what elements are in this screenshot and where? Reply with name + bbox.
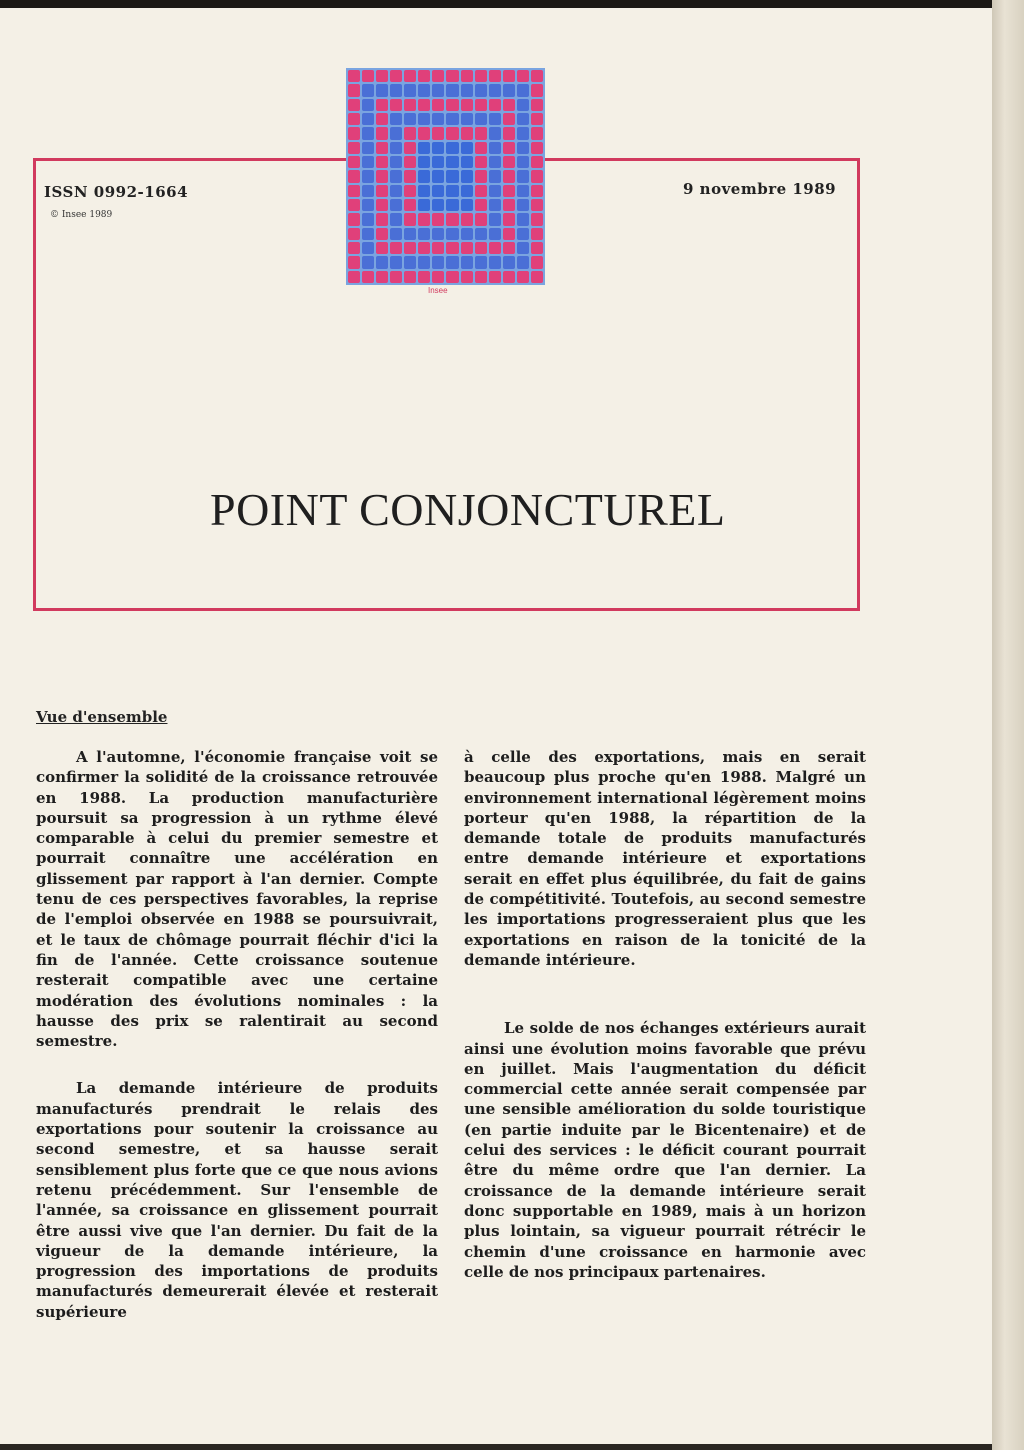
logo-tile [348, 156, 360, 168]
logo-tile [348, 213, 360, 225]
logo-tile [376, 170, 388, 182]
logo-tile [418, 271, 430, 283]
logo-tile [362, 228, 374, 240]
logo-tile [432, 199, 444, 211]
logo-tile [475, 228, 487, 240]
section-heading: Vue d'ensemble [36, 708, 168, 726]
logo-tile [390, 213, 402, 225]
logo-tile [517, 84, 529, 96]
logo-tile [404, 228, 416, 240]
logo-tile [503, 228, 515, 240]
logo-tile [376, 256, 388, 268]
logo-tile [376, 271, 388, 283]
logo-tile [390, 271, 402, 283]
logo-tile [404, 256, 416, 268]
logo-tile [376, 213, 388, 225]
logo-tile [404, 213, 416, 225]
logo-tile [348, 70, 360, 82]
logo-tile [432, 99, 444, 111]
logo-tile [446, 84, 458, 96]
logo-tile [404, 170, 416, 182]
logo-tile [475, 99, 487, 111]
logo-tile [432, 127, 444, 139]
logo-tile [404, 271, 416, 283]
logo-tile [517, 271, 529, 283]
logo-tile [404, 70, 416, 82]
logo-tile [376, 228, 388, 240]
logo-tile [390, 70, 402, 82]
logo-tile [404, 84, 416, 96]
logo-tile [432, 70, 444, 82]
logo-tile [432, 271, 444, 283]
logo-tile [503, 242, 515, 254]
logo-tile [517, 156, 529, 168]
logo-tile [489, 70, 501, 82]
insee-logo [346, 68, 545, 285]
logo-tile [475, 170, 487, 182]
document-page [0, 8, 992, 1444]
logo-tile [531, 127, 543, 139]
logo-tile [432, 256, 444, 268]
logo-tile [503, 113, 515, 125]
logo-tile [475, 242, 487, 254]
logo-tile [531, 99, 543, 111]
logo-tile [446, 99, 458, 111]
logo-tile [503, 170, 515, 182]
logo-tile [461, 70, 473, 82]
paragraph: à celle des exportations, mais en serait beaucoup plus proche qu'en 1988. Malgré un environnement international légèrement moins porteur qu'en 1988, la répartition de la demande totale de produits manufacturés entre demande intérieure et exportations serait en effet plus équilibrée, du fait de gains de compétitivité. Toutefois, au second semestre les importations progresseraient plus que les exportations en raison de la tonicité de la demande intérieure. [464, 748, 866, 969]
logo-tile [446, 271, 458, 283]
logo-tile [404, 199, 416, 211]
logo-tile [418, 99, 430, 111]
logo-tile [503, 127, 515, 139]
logo-tile [517, 142, 529, 154]
logo-tile [461, 113, 473, 125]
logo-tile [461, 213, 473, 225]
logo-tile [390, 142, 402, 154]
left-column [36, 747, 438, 1322]
logo-tile [362, 127, 374, 139]
logo-caption: Insee [428, 286, 448, 295]
logo-tile [446, 142, 458, 154]
logo-tile [489, 170, 501, 182]
logo-tile [362, 84, 374, 96]
logo-tile [404, 113, 416, 125]
paragraph: Le solde de nos échanges extérieurs aurait ainsi une évolution moins favorable que prévu en juillet. Mais l'augmentation du déficit commercial cette année serait compensée par une sensible amélioration du solde touristique (en partie induite par le Bicentenaire) et de celui des services : le déficit courant pourrait être du même ordre que l'an dernier. La croissance de la demande intérieure serait donc supportable en 1989, mais à un horizon plus lointain, sa vigueur pourrait rétrécir le chemin d'une croissance en harmonie avec celle de nos principaux partenaires. [464, 1019, 866, 1281]
logo-tile [531, 156, 543, 168]
logo-tile [446, 256, 458, 268]
logo-tile [531, 271, 543, 283]
logo-tile [517, 70, 529, 82]
logo-tile [475, 156, 487, 168]
logo-tile [489, 228, 501, 240]
logo-tile [489, 271, 501, 283]
right-column [464, 747, 866, 1282]
logo-tile [475, 199, 487, 211]
logo-tile [362, 271, 374, 283]
logo-tile [404, 142, 416, 154]
logo-tile [390, 199, 402, 211]
logo-tile [376, 84, 388, 96]
logo-tile [531, 228, 543, 240]
logo-tile [475, 113, 487, 125]
paragraph: A l'automne, l'économie française voit se confirmer la solidité de la croissance retrouvée en 1988. La production manufacturière poursuit sa progression à un rythme élevé comparable à celui du premier semestre et pourrait connaître une accélération en glissement par rapport à l'an dernier. Compte tenu de ces perspectives favorables, la reprise de l'emploi observée en 1988 se poursuivrait, et le taux de chômage pourrait fléchir d'ici la fin de l'année. Cette croissance soutenue resterait compatible avec une certaine modération des évolutions nominales : la hausse des prix se ralentirait au second semestre. [36, 748, 438, 1051]
logo-tile [390, 242, 402, 254]
logo-tile [531, 256, 543, 268]
logo-tile [461, 142, 473, 154]
logo-tile [517, 213, 529, 225]
logo-tile [489, 99, 501, 111]
logo-tile [461, 185, 473, 197]
logo-tile [461, 84, 473, 96]
logo-tile [461, 170, 473, 182]
logo-tile [503, 256, 515, 268]
logo-tile [362, 113, 374, 125]
logo-tile [446, 185, 458, 197]
logo-tile [348, 256, 360, 268]
logo-tile [461, 242, 473, 254]
logo-tile [432, 142, 444, 154]
logo-tile [517, 127, 529, 139]
logo-tile [404, 242, 416, 254]
logo-tile [531, 213, 543, 225]
logo-tile [390, 228, 402, 240]
issn-number: ISSN 0992-1664 [44, 183, 189, 201]
logo-tile [531, 199, 543, 211]
logo-tile [489, 156, 501, 168]
logo-tile [376, 127, 388, 139]
logo-tile [503, 99, 515, 111]
logo-tile [446, 156, 458, 168]
logo-tile [362, 70, 374, 82]
logo-tile [404, 185, 416, 197]
logo-tile [418, 142, 430, 154]
publication-date: 9 novembre 1989 [683, 180, 837, 198]
logo-tile [348, 113, 360, 125]
logo-tile [376, 99, 388, 111]
logo-tile [475, 271, 487, 283]
logo-tile [489, 113, 501, 125]
logo-tile [418, 70, 430, 82]
logo-tile [362, 256, 374, 268]
logo-tile [432, 213, 444, 225]
logo-tile [531, 185, 543, 197]
scan-top-edge [0, 0, 992, 8]
logo-tile [489, 185, 501, 197]
logo-tile [531, 84, 543, 96]
logo-tile [517, 256, 529, 268]
logo-tile [432, 84, 444, 96]
logo-tile [446, 170, 458, 182]
logo-tile [489, 84, 501, 96]
logo-tile [517, 170, 529, 182]
logo-tile [418, 185, 430, 197]
logo-tile [475, 70, 487, 82]
logo-tile [376, 142, 388, 154]
logo-tile [418, 127, 430, 139]
logo-tile [390, 127, 402, 139]
logo-tile [475, 213, 487, 225]
logo-tile [531, 142, 543, 154]
logo-tile [362, 99, 374, 111]
logo-tile [390, 84, 402, 96]
logo-tile [475, 84, 487, 96]
logo-tile [348, 99, 360, 111]
logo-tile [362, 185, 374, 197]
logo-tile [461, 127, 473, 139]
logo-tile [517, 242, 529, 254]
logo-tile [461, 156, 473, 168]
paragraph: La demande intérieure de produits manufacturés prendrait le relais des exportations pour soutenir la croissance au second semestre, et sa hausse serait sensiblement plus forte que ce que nous avions retenu précédemment. Sur l'ensemble de l'année, sa croissance en glissement pourrait être aussi vive que l'an dernier. Du fait de la vigueur de la demande intérieure, la progression des importations de produits manufacturés demeurerait élevée et resterait supérieure [36, 1079, 438, 1321]
logo-tile [432, 228, 444, 240]
logo-tile [362, 199, 374, 211]
logo-tile [418, 242, 430, 254]
logo-tile [475, 142, 487, 154]
logo-tile [348, 127, 360, 139]
logo-tile [348, 199, 360, 211]
logo-tile [489, 142, 501, 154]
logo-tile [503, 213, 515, 225]
logo-tile [348, 142, 360, 154]
logo-tile [418, 256, 430, 268]
logo-tile [461, 199, 473, 211]
logo-tile [489, 127, 501, 139]
logo-tile [517, 228, 529, 240]
logo-tile [348, 185, 360, 197]
logo-tile [432, 242, 444, 254]
logo-tile [418, 228, 430, 240]
logo-tile [362, 213, 374, 225]
logo-tile [376, 156, 388, 168]
logo-tile [503, 142, 515, 154]
logo-tile [348, 170, 360, 182]
logo-tile [390, 156, 402, 168]
logo-tile [446, 199, 458, 211]
logo-tile [362, 156, 374, 168]
logo-tile [418, 84, 430, 96]
page-title: POINT CONJONCTUREL [210, 484, 726, 535]
logo-tile [461, 271, 473, 283]
logo-tile [475, 185, 487, 197]
logo-tile [348, 242, 360, 254]
logo-tile [531, 170, 543, 182]
logo-tile [404, 156, 416, 168]
logo-tile [503, 199, 515, 211]
logo-tile [390, 99, 402, 111]
logo-tile [446, 228, 458, 240]
logo-tile [517, 185, 529, 197]
logo-tile [489, 199, 501, 211]
logo-tile [418, 213, 430, 225]
logo-tile [376, 185, 388, 197]
logo-tile [446, 127, 458, 139]
logo-tile [503, 70, 515, 82]
logo-tile [461, 256, 473, 268]
logo-tile [432, 185, 444, 197]
logo-tile [432, 156, 444, 168]
logo-tile [489, 213, 501, 225]
logo-tile [503, 156, 515, 168]
logo-tile [517, 199, 529, 211]
logo-tile [489, 242, 501, 254]
binding-edge [992, 0, 1024, 1450]
logo-tile [531, 242, 543, 254]
logo-tile [503, 84, 515, 96]
logo-tile [517, 99, 529, 111]
logo-tile [461, 228, 473, 240]
logo-tile [418, 113, 430, 125]
logo-tile [348, 84, 360, 96]
logo-tile [348, 271, 360, 283]
logo-tile [376, 70, 388, 82]
logo-tile [475, 256, 487, 268]
logo-tile [503, 271, 515, 283]
logo-tile [418, 199, 430, 211]
copyright-notice: © Insee 1989 [50, 210, 113, 220]
logo-tile [432, 170, 444, 182]
logo-tile [376, 242, 388, 254]
logo-tile [390, 170, 402, 182]
logo-tile [362, 142, 374, 154]
logo-tile [390, 256, 402, 268]
logo-tile [517, 113, 529, 125]
logo-tile [461, 99, 473, 111]
logo-tile [475, 127, 487, 139]
logo-tile [531, 113, 543, 125]
logo-tile [404, 99, 416, 111]
logo-tile [418, 170, 430, 182]
logo-tile [503, 185, 515, 197]
logo-tile [390, 113, 402, 125]
logo-tile [446, 242, 458, 254]
logo-tile [404, 127, 416, 139]
logo-tile [362, 170, 374, 182]
logo-tile [446, 113, 458, 125]
logo-tile [446, 213, 458, 225]
logo-tile [432, 113, 444, 125]
logo-tile [376, 199, 388, 211]
logo-tile [390, 185, 402, 197]
logo-tile [362, 242, 374, 254]
logo-tile [489, 256, 501, 268]
logo-tile [348, 228, 360, 240]
logo-tile [531, 70, 543, 82]
logo-tile [446, 70, 458, 82]
logo-tile [376, 113, 388, 125]
logo-tile [418, 156, 430, 168]
